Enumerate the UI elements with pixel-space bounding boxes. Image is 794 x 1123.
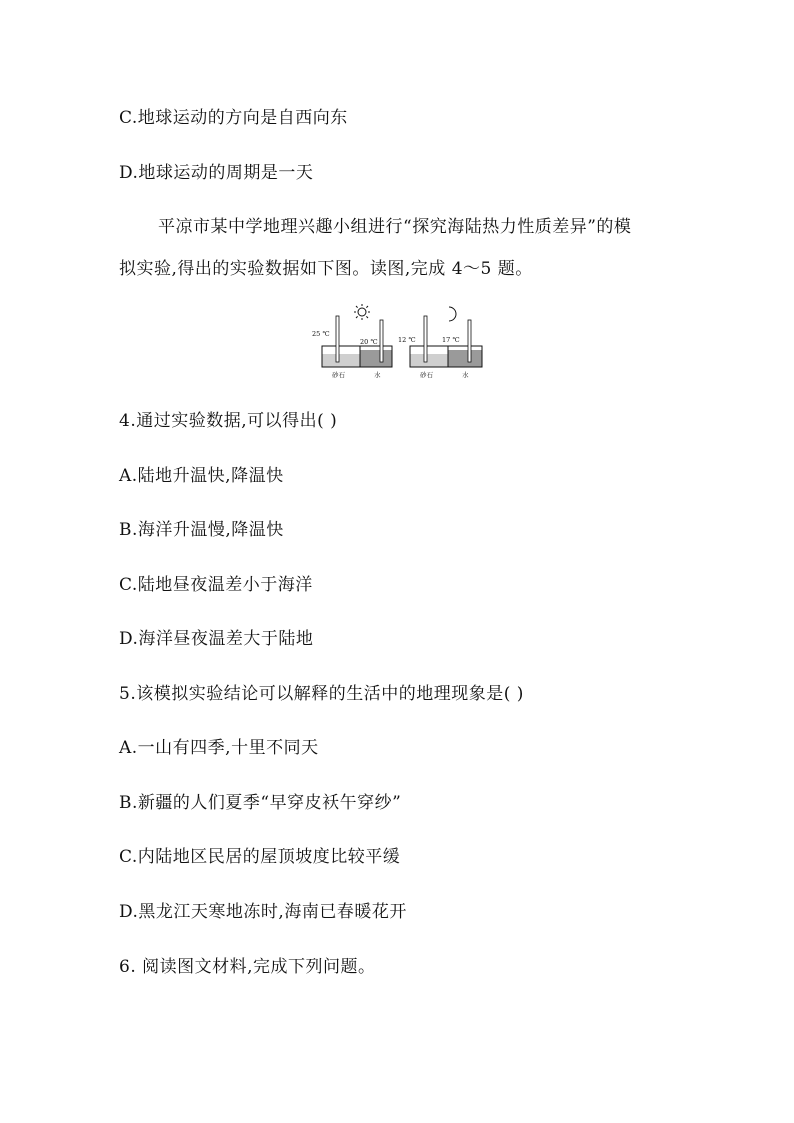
option-3c: C.地球运动的方向是自西向东 bbox=[119, 108, 348, 128]
option-3d: D.地球运动的周期是一天 bbox=[119, 163, 314, 183]
night-water-temp: 17 ℃ bbox=[442, 336, 460, 344]
passage-line-2: 拟实验,得出的实验数据如下图。读图,完成 4～5 题。 bbox=[119, 259, 533, 279]
day-sand-label: 砂石 bbox=[332, 371, 345, 379]
day-water-label: 水 bbox=[374, 371, 381, 379]
day-water-temp: 20 ℃ bbox=[360, 338, 378, 346]
option-4a: A.陆地升温快,降温快 bbox=[119, 466, 284, 486]
night-water-label: 水 bbox=[462, 371, 469, 379]
option-4d: D.海洋昼夜温差大于陆地 bbox=[119, 629, 314, 649]
question-5: 5.该模拟实验结论可以解释的生活中的地理现象是( ) bbox=[119, 684, 524, 704]
moon-icon bbox=[449, 307, 456, 321]
passage-line-1: 平凉市某中学地理兴趣小组进行“探究海陆热力性质差异”的模 bbox=[158, 217, 632, 237]
sun-icon bbox=[354, 304, 370, 320]
option-5d: D.黑龙江天寒地冻时,海南已春暖花开 bbox=[119, 902, 407, 922]
question-6: 6. 阅读图文材料,完成下列问题。 bbox=[119, 957, 376, 977]
night-sand-temp: 12 ℃ bbox=[398, 336, 416, 344]
day-panel bbox=[312, 304, 392, 379]
option-4c: C.陆地昼夜温差小于海洋 bbox=[119, 575, 313, 595]
question-4: 4.通过实验数据,可以得出( ) bbox=[119, 411, 338, 431]
experiment-figure bbox=[310, 302, 490, 384]
option-5b: B.新疆的人们夏季“早穿皮袄午穿纱” bbox=[119, 793, 402, 813]
night-sand-label: 砂石 bbox=[420, 371, 433, 379]
day-sand-temp: 25 ℃ bbox=[312, 330, 330, 338]
option-5a: A.一山有四季,十里不同天 bbox=[119, 738, 319, 758]
option-5c: C.内陆地区民居的屋顶坡度比较平缓 bbox=[119, 847, 401, 867]
option-4b: B.海洋升温慢,降温快 bbox=[119, 520, 284, 540]
night-panel bbox=[398, 307, 482, 379]
